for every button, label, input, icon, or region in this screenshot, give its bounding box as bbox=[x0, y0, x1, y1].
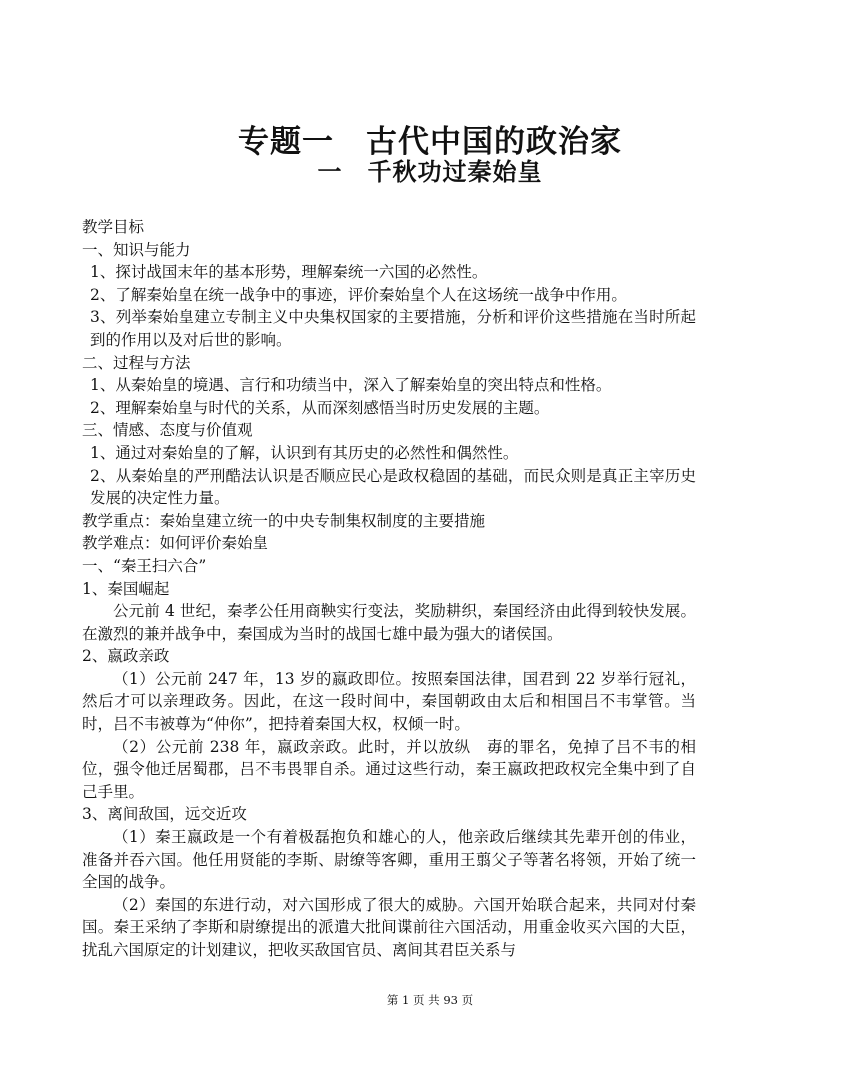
body-paragraph: 3、离间敌国，远交近攻 bbox=[82, 805, 247, 824]
body-paragraph: 2、理解秦始皇与时代的关系，从而深刻感悟当时历史发展的主题。 bbox=[90, 398, 550, 417]
body-paragraph: 1、从秦始皇的境遇、言行和功绩当中，深入了解秦始皇的突出特点和性格。 bbox=[90, 376, 612, 395]
body-paragraph: 一、“秦王扫六合” bbox=[82, 556, 207, 575]
body-paragraph: 三、情感、态度与价值观 bbox=[82, 421, 253, 440]
body-paragraph: 2、从秦始皇的严刑酷法认识是否顺应民心是政权稳固的基础，而民众则是真正主宰历史发展的决定性力量。 bbox=[90, 466, 696, 508]
body-paragraph: 一、知识与能力 bbox=[82, 240, 191, 259]
body-paragraph: 教学难点：如何评价秦始皇 bbox=[82, 534, 269, 553]
document-body bbox=[82, 216, 696, 962]
document-subtitle: 一 千秋功过秦始皇 bbox=[317, 158, 543, 186]
body-paragraph: （2）公元前 238 年，嬴政亲政。此时，并以放纵 毐的罪名，免掉了吕不韦的相位，强令他迁居蜀郡，吕不韦畏罪自杀。通过这些行动，秦王嬴政把政权完全集中到了自己手里。 bbox=[82, 737, 696, 801]
page-footer: 第 1 页 共 93 页 bbox=[386, 993, 474, 1007]
body-paragraph: （2）秦国的东进行动，对六国形成了很大的威胁。六国开始联合起来，共同对付秦国。秦王采纳了李斯和尉缭提出的派遣大批间谍前往六国活动，用重金收买六国的大臣，扰乱六国原定的计划建议，把收买敌国官员、离间其君臣关系与 bbox=[82, 895, 696, 959]
body-paragraph: 1、通过对秦始皇的了解，认识到有其历史的必然性和偶然性。 bbox=[90, 443, 519, 462]
body-paragraph: （1）公元前 247 年，13 岁的嬴政即位。按照秦国法律，国君到 22 岁举行冠礼，然后才可以亲理政务。因此，在这一段时间中，秦国朝政由太后和相国吕不韦掌管。当时，吕不韦被尊为“仲你”，把持着秦国大权，权倾一时。 bbox=[82, 669, 696, 734]
body-paragraph: 1、秦国崛起 bbox=[82, 579, 170, 598]
body-paragraph: 2、嬴政亲政 bbox=[82, 647, 170, 666]
body-paragraph: （1）秦王嬴政是一个有着极磊抱负和雄心的人，他亲政后继续其先辈开创的伟业，准备并吞六国。他任用贤能的李斯、尉缭等客卿，重用王翦父子等著名将领，开始了统一全国的战争。 bbox=[82, 828, 696, 892]
body-paragraph: 教学重点：秦始皇建立统一的中央专制集权制度的主要措施 bbox=[82, 511, 486, 530]
body-paragraph: 公元前 4 世纪，秦孝公任用商鞅实行变法，奖励耕织，秦国经济由此得到较快发展。在激烈的兼并战争中，秦国成为当时的战国七雄中最为强大的诸侯国。 bbox=[82, 602, 696, 643]
body-paragraph: 1、探讨战国末年的基本形势，理解秦统一六国的必然性。 bbox=[90, 263, 488, 282]
body-paragraph: 二、过程与方法 bbox=[82, 353, 191, 372]
document-title: 专题一 古代中国的政治家 bbox=[238, 124, 622, 160]
body-paragraph: 教学目标 bbox=[82, 218, 145, 236]
body-paragraph: 3、列举秦始皇建立专制主义中央集权国家的主要措施，分析和评价这些措施在当时所起到的作用以及对后世的影响。 bbox=[90, 308, 696, 349]
body-paragraph: 2、了解秦始皇在统一战争中的事迹，评价秦始皇个人在这场统一战争中作用。 bbox=[90, 285, 627, 304]
